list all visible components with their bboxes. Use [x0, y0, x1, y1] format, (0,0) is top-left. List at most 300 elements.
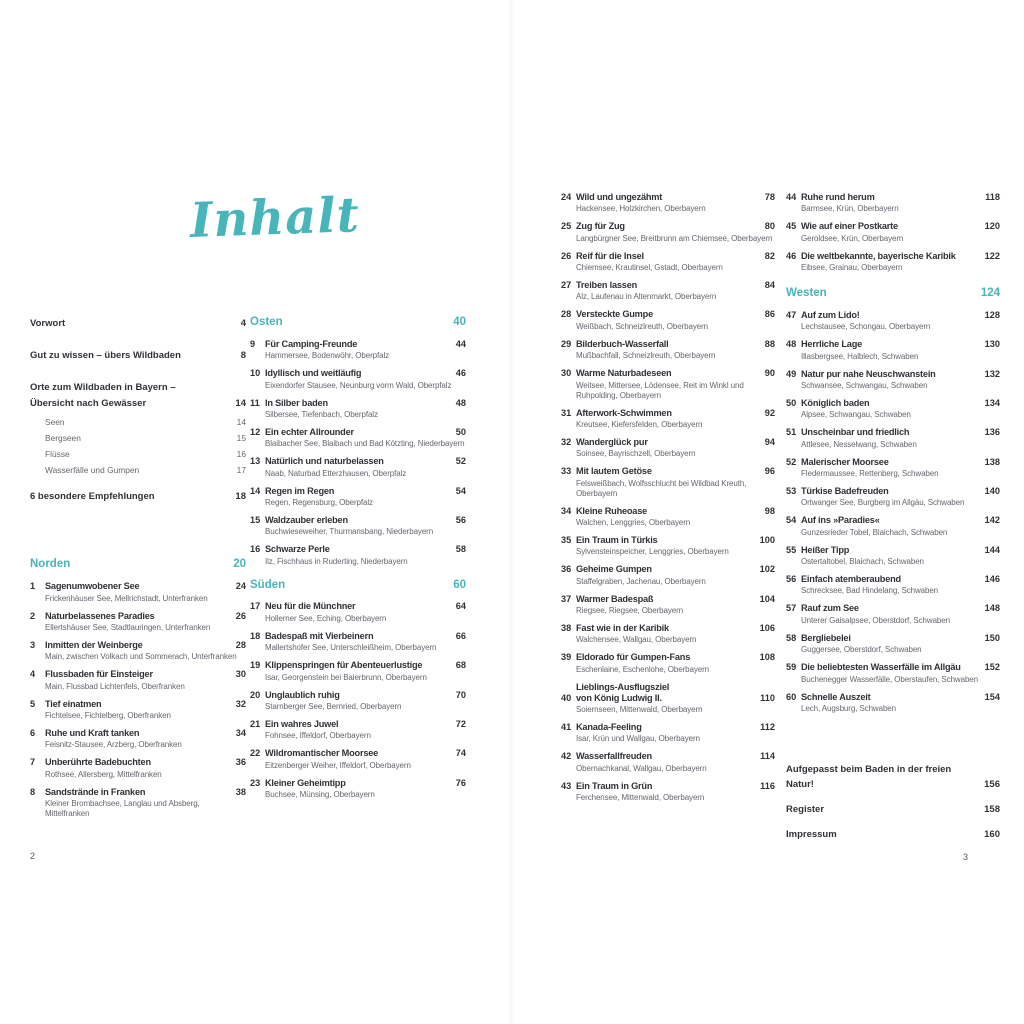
toc-item	[786, 802, 1000, 817]
toc-entry-heading	[250, 690, 466, 701]
toc-entry-heading	[561, 437, 775, 448]
toc-entry-heading	[250, 631, 466, 642]
entry-title: Für Camping-Freunde	[265, 338, 358, 349]
entry-number: 49	[786, 368, 797, 379]
entry-title: Inmitten der Weinberge	[45, 639, 143, 650]
section-page-number: 60	[453, 578, 466, 591]
entry-page-number: 148	[984, 603, 1000, 614]
toc-entry	[561, 408, 775, 430]
toc-subitem-page-number: 14	[236, 416, 246, 427]
entry-title: Ein echter Allrounder	[265, 426, 354, 437]
entry-number: 15	[250, 514, 261, 525]
toc-entry	[561, 437, 775, 459]
entry-page-number: 102	[759, 564, 775, 575]
section-heading	[250, 579, 466, 593]
toc-entry-heading	[561, 594, 775, 605]
toc-entry-heading	[786, 692, 1000, 703]
section-name: Westen	[786, 287, 827, 300]
entry-title: Natur pur nahe Neuschwanstein	[801, 368, 936, 379]
toc-entry	[786, 515, 1000, 537]
entry-number: 56	[786, 574, 797, 585]
entry-location: Fichtelsee, Fichtelberg, Oberfranken	[45, 711, 171, 721]
entry-title: Kleine Ruheoase	[576, 505, 648, 516]
folio-right: 3	[963, 852, 969, 862]
toc-column-left-1	[30, 316, 246, 826]
entry-location: Sylvensteinspeicher, Lenggries, Oberbayern	[576, 547, 729, 557]
entry-location: Isar, Krün und Wallgau, Oberbayern	[576, 734, 700, 744]
entry-page-number: 74	[455, 748, 466, 759]
entry-page-number: 38	[235, 786, 246, 797]
entry-location: Soinsee, Bayrischzell, Oberbayern	[576, 449, 696, 459]
entry-number: 53	[786, 486, 797, 497]
toc-entry-heading	[786, 369, 1000, 380]
entry-location: Hammersee, Bodenwöhr, Oberpfalz	[265, 351, 390, 361]
toc-entry	[561, 368, 775, 400]
entry-number: 47	[786, 309, 797, 320]
entry-number: 14	[250, 485, 261, 496]
entry-title: Klippenspringen für Abenteuerlustige	[265, 660, 423, 671]
toc-entry	[250, 339, 466, 361]
toc-entry	[561, 682, 775, 715]
entry-location: Chiemsee, Krautinsel, Gstadt, Oberbayern	[576, 263, 723, 273]
entry-title: Neu für die Münchner	[265, 601, 356, 612]
entry-title: Wanderglück pur	[576, 436, 648, 447]
section-name: Süden	[250, 578, 286, 591]
entry-location: Alpsee, Schwangau, Schwaben	[801, 410, 911, 420]
entry-location: Blaibacher See, Blaibach und Bad Kötzting, Niederbayern	[265, 439, 465, 449]
toc-entry-heading	[250, 544, 466, 555]
entry-number: 48	[786, 339, 797, 350]
toc-entry-heading	[30, 757, 246, 768]
toc-column-left-2	[250, 316, 466, 807]
entry-title: Natürlich und naturbelassen	[265, 456, 384, 467]
toc-entry-heading	[786, 662, 1000, 673]
toc-item-title: Impressum	[786, 829, 837, 841]
toc-entry	[561, 623, 775, 645]
entry-page-number: 52	[455, 456, 466, 467]
entry-page-number: 108	[759, 652, 775, 663]
entry-number: 29	[561, 338, 572, 349]
entry-page-number: 28	[235, 639, 246, 650]
entry-number: 42	[561, 751, 572, 762]
entry-title: Zug für Zug	[576, 221, 625, 232]
toc-entry	[786, 662, 1000, 684]
entry-title: Einfach atemberaubend	[801, 574, 901, 585]
entry-title: Warme Naturbadeseen	[576, 368, 672, 379]
entry-page-number: 138	[984, 456, 1000, 467]
toc-item-page-number: 156	[984, 779, 1000, 791]
entry-title: Unberührte Badebuchten	[45, 757, 151, 768]
entry-title: Fast wie in der Karibik	[576, 623, 669, 634]
entry-location: Ferchensee, Mittenwald, Oberbayern	[576, 793, 705, 803]
entry-title: Ein wahres Juwel	[265, 718, 339, 729]
entry-location: Felsweißbach, Wolfsschlucht bei Wildbad Kreuth, Oberbayern	[576, 478, 747, 498]
entry-location: Isar, Georgenstein bei Baierbrunn, Oberbayern	[265, 672, 427, 682]
entry-title: Wie auf einer Postkarte	[801, 221, 898, 232]
toc-entry	[561, 251, 775, 273]
toc-entry-heading	[250, 601, 466, 612]
toc-entry-heading	[786, 251, 1000, 262]
toc-entry	[561, 722, 775, 744]
entry-title: Afterwork-Schwimmen	[576, 407, 672, 418]
toc-entry	[561, 221, 775, 243]
entry-number: 12	[250, 426, 261, 437]
entry-page-number: 154	[984, 691, 1000, 702]
toc-item-title: Aufgepasst beim Baden in der freien Natur!	[786, 763, 952, 791]
toc-item-title: Gut zu wissen – übers Wildbaden	[30, 350, 181, 362]
entry-number: 39	[561, 652, 572, 663]
entry-title: Waldzauber erleben	[265, 514, 348, 525]
toc-entry	[786, 310, 1000, 332]
entry-title: Ruhe rund herum	[801, 192, 875, 202]
entry-location: Regen, Regensburg, Oberpfalz	[265, 497, 373, 507]
entry-title: In Silber baden	[265, 397, 328, 408]
toc-entry	[561, 309, 775, 331]
entry-title: Geheime Gumpen	[576, 564, 652, 575]
toc-entry-heading	[786, 486, 1000, 497]
entry-number: 43	[561, 780, 572, 791]
entry-number: 18	[250, 630, 261, 641]
entry-page-number: 128	[984, 309, 1000, 320]
page-gutter	[508, 0, 514, 1024]
entry-number: 35	[561, 534, 572, 545]
entry-number: 22	[250, 748, 261, 759]
toc-entry-heading	[30, 699, 246, 710]
entry-title: Ruhe und Kraft tanken	[45, 728, 140, 739]
toc-entry	[250, 486, 466, 508]
entry-title: Wild und ungezähmt	[576, 192, 663, 202]
entry-number: 36	[561, 564, 572, 575]
toc-entry-heading	[250, 660, 466, 671]
toc-entry	[30, 611, 246, 633]
entry-location: Mußbachfall, Schneizlreuth, Oberbayern	[576, 351, 716, 361]
section-heading	[786, 287, 1000, 301]
toc-entry	[250, 368, 466, 390]
toc-entry-heading	[786, 398, 1000, 409]
entry-location: Eixendorfer Stausee, Neunburg vorm Wald, Oberpfalz	[265, 380, 452, 390]
entry-page-number: 36	[235, 757, 246, 768]
entry-number: 6	[30, 728, 36, 739]
toc-entry-heading	[30, 581, 246, 592]
toc-entry-heading	[250, 486, 466, 497]
entry-number: 19	[250, 660, 261, 671]
entry-number: 17	[250, 601, 261, 612]
entry-number: 24	[561, 192, 572, 202]
entry-page-number: 70	[455, 689, 466, 700]
entry-page-number: 64	[455, 601, 466, 612]
entry-number: 31	[561, 407, 572, 418]
entry-location: Ortwanger See, Burgberg im Allgäu, Schwaben	[801, 498, 965, 508]
entry-number: 32	[561, 436, 572, 447]
entry-page-number: 66	[455, 630, 466, 641]
entry-location: Buchenegger Wasserfälle, Oberstaufen, Schwaben	[801, 674, 978, 684]
toc-entry	[250, 660, 466, 682]
entry-page-number: 80	[764, 221, 775, 232]
entry-page-number: 44	[455, 338, 466, 349]
entry-page-number: 104	[759, 593, 775, 604]
entry-page-number: 122	[984, 250, 1000, 261]
entry-page-number: 98	[764, 505, 775, 516]
entry-page-number: 86	[764, 309, 775, 320]
entry-title: Naturbelassenes Paradies	[45, 610, 155, 621]
entry-page-number: 132	[984, 368, 1000, 379]
entry-page-number: 92	[764, 407, 775, 418]
toc-entry-heading	[30, 787, 246, 798]
toc-entry-heading	[786, 603, 1000, 614]
entry-title: Lieblings-Ausflugsziel von König Ludwig II.	[576, 681, 670, 703]
toc-entry	[786, 486, 1000, 508]
toc-item-page-number: 8	[240, 350, 246, 362]
toc-entry-heading	[250, 339, 466, 350]
entry-location: Lechstausee, Schongau, Oberbayern	[801, 322, 931, 332]
toc-entry-heading	[786, 221, 1000, 232]
entry-title: Bergliebelei	[801, 632, 851, 643]
entry-title: Unglaublich ruhig	[265, 689, 340, 700]
entry-location: Soiernseen, Mittenwald, Oberbayern	[576, 704, 703, 714]
toc-entry-heading	[786, 633, 1000, 644]
entry-location: Guggersee, Oberstdorf, Schwaben	[801, 645, 922, 655]
entry-title: Kanada-Feeling	[576, 721, 642, 732]
entry-page-number: 32	[235, 698, 246, 709]
entry-title: Die beliebtesten Wasserfälle im Allgäu	[801, 662, 961, 673]
entry-title: Reif für die Insel	[576, 250, 644, 261]
entry-title: Schnelle Auszeit	[801, 691, 871, 702]
section-heading	[30, 558, 246, 572]
entry-location: Staffelgraben, Jachenau, Oberbayern	[576, 576, 706, 586]
toc-entry-heading	[561, 652, 775, 663]
entry-number: 4	[30, 669, 36, 680]
toc-item-title: Vorwort	[30, 318, 66, 329]
entry-number: 8	[30, 786, 36, 797]
toc-entry-heading	[786, 192, 1000, 203]
toc-item-page-number: 4	[240, 318, 246, 329]
entry-number: 37	[561, 593, 572, 604]
entry-number: 5	[30, 698, 36, 709]
entry-title: Tief einatmen	[45, 698, 102, 709]
entry-title: Türkise Badefreuden	[801, 486, 889, 497]
entry-page-number: 150	[984, 632, 1000, 643]
entry-location: Schwansee, Schwangau, Schwaben	[801, 380, 928, 390]
toc-entry-heading	[786, 427, 1000, 438]
toc-entry-heading	[786, 457, 1000, 468]
toc-entry-heading	[561, 564, 775, 575]
entry-number: 26	[561, 250, 572, 261]
toc-entry-heading	[786, 545, 1000, 556]
toc-entry-heading	[250, 719, 466, 730]
toc-entry	[786, 251, 1000, 273]
toc-entry	[786, 369, 1000, 391]
entry-number: 41	[561, 721, 572, 732]
toc-entry-heading	[30, 669, 246, 680]
toc-entry	[30, 699, 246, 721]
toc-entry-heading	[561, 280, 775, 291]
toc-item-page-number: 18	[235, 491, 246, 503]
toc-entry	[250, 456, 466, 478]
section-page-number: 20	[233, 558, 246, 571]
toc-entry	[250, 690, 466, 712]
toc-entry	[561, 652, 775, 674]
toc-entry	[561, 751, 775, 773]
toc-entry-heading	[250, 398, 466, 409]
toc-item-title: Orte zum Wildbaden in Bayern – Übersicht nach Gewässer	[30, 382, 176, 409]
entry-title: Eldorado für Gumpen-Fans	[576, 652, 691, 663]
entry-location: Ellertshäuser See, Stadtlauringen, Unterfranken	[45, 622, 211, 632]
entry-location: Riegsee, Riegsee, Oberbayern	[576, 606, 684, 616]
toc-entry	[786, 339, 1000, 361]
entry-location: Schrecksee, Bad Hindelang, Schwaben	[801, 586, 939, 596]
entry-page-number: 46	[455, 368, 466, 379]
page-title: Inhalt	[189, 187, 361, 249]
entry-page-number: 130	[984, 339, 1000, 350]
entry-page-number: 146	[984, 574, 1000, 585]
toc-entry-heading	[786, 574, 1000, 585]
entry-number: 34	[561, 505, 572, 516]
entry-title: Schwarze Perle	[265, 544, 330, 555]
entry-page-number: 140	[984, 486, 1000, 497]
toc-item	[30, 348, 246, 363]
toc-entry	[561, 594, 775, 616]
toc-item	[30, 380, 246, 410]
entry-page-number: 112	[760, 721, 775, 732]
entry-title: Flussbaden für Einsteiger	[45, 669, 153, 680]
toc-entry	[786, 192, 1000, 214]
entry-number: 38	[561, 623, 572, 634]
entry-title: Regen im Regen	[265, 485, 335, 496]
toc-entry	[786, 427, 1000, 449]
toc-entry	[786, 692, 1000, 714]
toc-entry-heading	[30, 728, 246, 739]
toc-entry-heading	[561, 408, 775, 419]
entry-number: 52	[786, 456, 797, 467]
entry-page-number: 54	[455, 485, 466, 496]
entry-page-number: 152	[984, 662, 1000, 673]
toc-item-title: Register	[786, 804, 825, 816]
entry-title: Versteckte Gumpe	[576, 309, 653, 320]
section-name: Osten	[250, 316, 283, 328]
toc-entry	[561, 339, 775, 361]
entry-location: Starnberger See, Bernried, Oberbayern	[265, 701, 402, 711]
entry-page-number: 88	[764, 338, 775, 349]
entry-location: Walchen, Lenggries, Oberbayern	[576, 517, 691, 527]
entry-location: Lech, Augsburg, Schwaben	[801, 703, 897, 713]
toc-subitem-title: Flüsse	[45, 448, 70, 459]
entry-location: Feisnitz-Stausee, Arzberg, Oberfranken	[45, 740, 182, 750]
entry-page-number: 84	[764, 280, 775, 291]
toc-item	[786, 827, 1000, 842]
entry-number: 11	[250, 397, 260, 408]
entry-number: 59	[786, 662, 797, 673]
entry-title: Idyllisch und weitläufig	[265, 368, 362, 379]
entry-title: Treiben lassen	[576, 280, 638, 291]
section-heading	[250, 316, 466, 330]
entry-location: Barmsee, Krün, Oberbayern	[801, 204, 899, 214]
entry-location: Ilz, Fischhaus in Ruderting, Niederbayern	[265, 556, 408, 566]
entry-location: Alz, Laufenau in Altenmarkt, Oberbayern	[576, 292, 717, 302]
entry-page-number: 144	[984, 544, 1000, 555]
entry-number: 30	[561, 368, 572, 379]
entry-number: 33	[561, 466, 572, 477]
entry-number: 20	[250, 689, 261, 700]
entry-location: Naab, Naturbad Etterzhausen, Oberpfalz	[265, 468, 407, 478]
toc-entry-heading	[561, 722, 775, 733]
entry-title: Kleiner Geheimtipp	[265, 777, 346, 788]
entry-page-number: 58	[455, 544, 466, 555]
entry-title: Mit lautem Getöse	[576, 466, 652, 477]
entry-page-number: 26	[235, 610, 246, 621]
toc-entry-heading	[786, 515, 1000, 526]
entry-number: 10	[250, 368, 261, 379]
toc-entry	[30, 757, 246, 779]
toc-subitem-title: Bergseen	[45, 432, 81, 443]
entry-number: 1	[30, 581, 36, 592]
entry-page-number: 68	[455, 660, 466, 671]
toc-entry	[30, 728, 246, 750]
entry-page-number: 34	[235, 728, 246, 739]
toc-entry-heading	[30, 640, 246, 651]
entry-page-number: 56	[455, 514, 466, 525]
toc-entry	[30, 787, 246, 819]
section-page-number: 124	[980, 287, 1000, 300]
toc-subitem-title: Wasserfälle und Gumpen	[45, 464, 140, 475]
entry-title: Wasserfallfreuden	[576, 751, 652, 762]
entry-location: Hollerner See, Eching, Oberbayern	[265, 613, 387, 623]
toc-entry	[30, 581, 246, 603]
toc-entry-heading	[561, 309, 775, 320]
entry-title: Die weltbekannte, bayerische Karibik	[801, 250, 956, 261]
toc-entry	[250, 778, 466, 800]
toc-item-page-number: 158	[984, 804, 1000, 816]
toc-entry	[250, 631, 466, 653]
toc-entry	[250, 719, 466, 741]
entry-number: 51	[786, 427, 797, 438]
toc-entry	[786, 603, 1000, 625]
toc-entry-heading	[561, 506, 775, 517]
entry-title: Auf ins »Paradies«	[801, 515, 880, 526]
entry-title: Herrliche Lage	[801, 339, 863, 350]
entry-number: 50	[786, 397, 797, 408]
entry-location: Gunzesrieder Tobel, Blaichach, Schwaben	[801, 527, 948, 537]
toc-item	[786, 762, 1000, 792]
toc-entry	[786, 457, 1000, 479]
entry-location: Silbersee, Tiefenbach, Oberpfalz	[265, 409, 378, 419]
entry-number: 45	[786, 221, 797, 232]
toc-entry-heading	[250, 368, 466, 379]
toc-entry	[250, 601, 466, 623]
toc-entry	[250, 515, 466, 537]
toc-entry	[561, 564, 775, 586]
toc-subitem-page-number: 15	[236, 432, 246, 443]
entry-title: Bilderbuch-Wasserfall	[576, 338, 669, 349]
toc-item-title: 6 besondere Empfehlungen	[30, 491, 155, 503]
entry-page-number: 48	[455, 397, 466, 408]
toc-entry	[561, 280, 775, 302]
entry-page-number: 100	[759, 534, 775, 545]
entry-title: Warmer Badespaß	[576, 593, 654, 604]
toc-item-page-number: 160	[984, 829, 1000, 841]
toc-subitem	[45, 465, 246, 476]
entry-number: 40	[561, 692, 572, 703]
toc-entry-heading	[250, 515, 466, 526]
entry-location: Frickenhäuser See, Mellrichstadt, Unterfranken	[45, 593, 208, 603]
entry-page-number: 136	[984, 427, 1000, 438]
toc-entry	[30, 640, 246, 662]
entry-number: 46	[786, 250, 797, 261]
entry-page-number: 50	[455, 426, 466, 437]
entry-number: 54	[786, 515, 797, 526]
toc-entry	[250, 544, 466, 566]
entry-title: Ein Traum in Grün	[576, 780, 653, 791]
entry-location: Main, Flussbad Lichtenfels, Oberfranken	[45, 681, 185, 691]
